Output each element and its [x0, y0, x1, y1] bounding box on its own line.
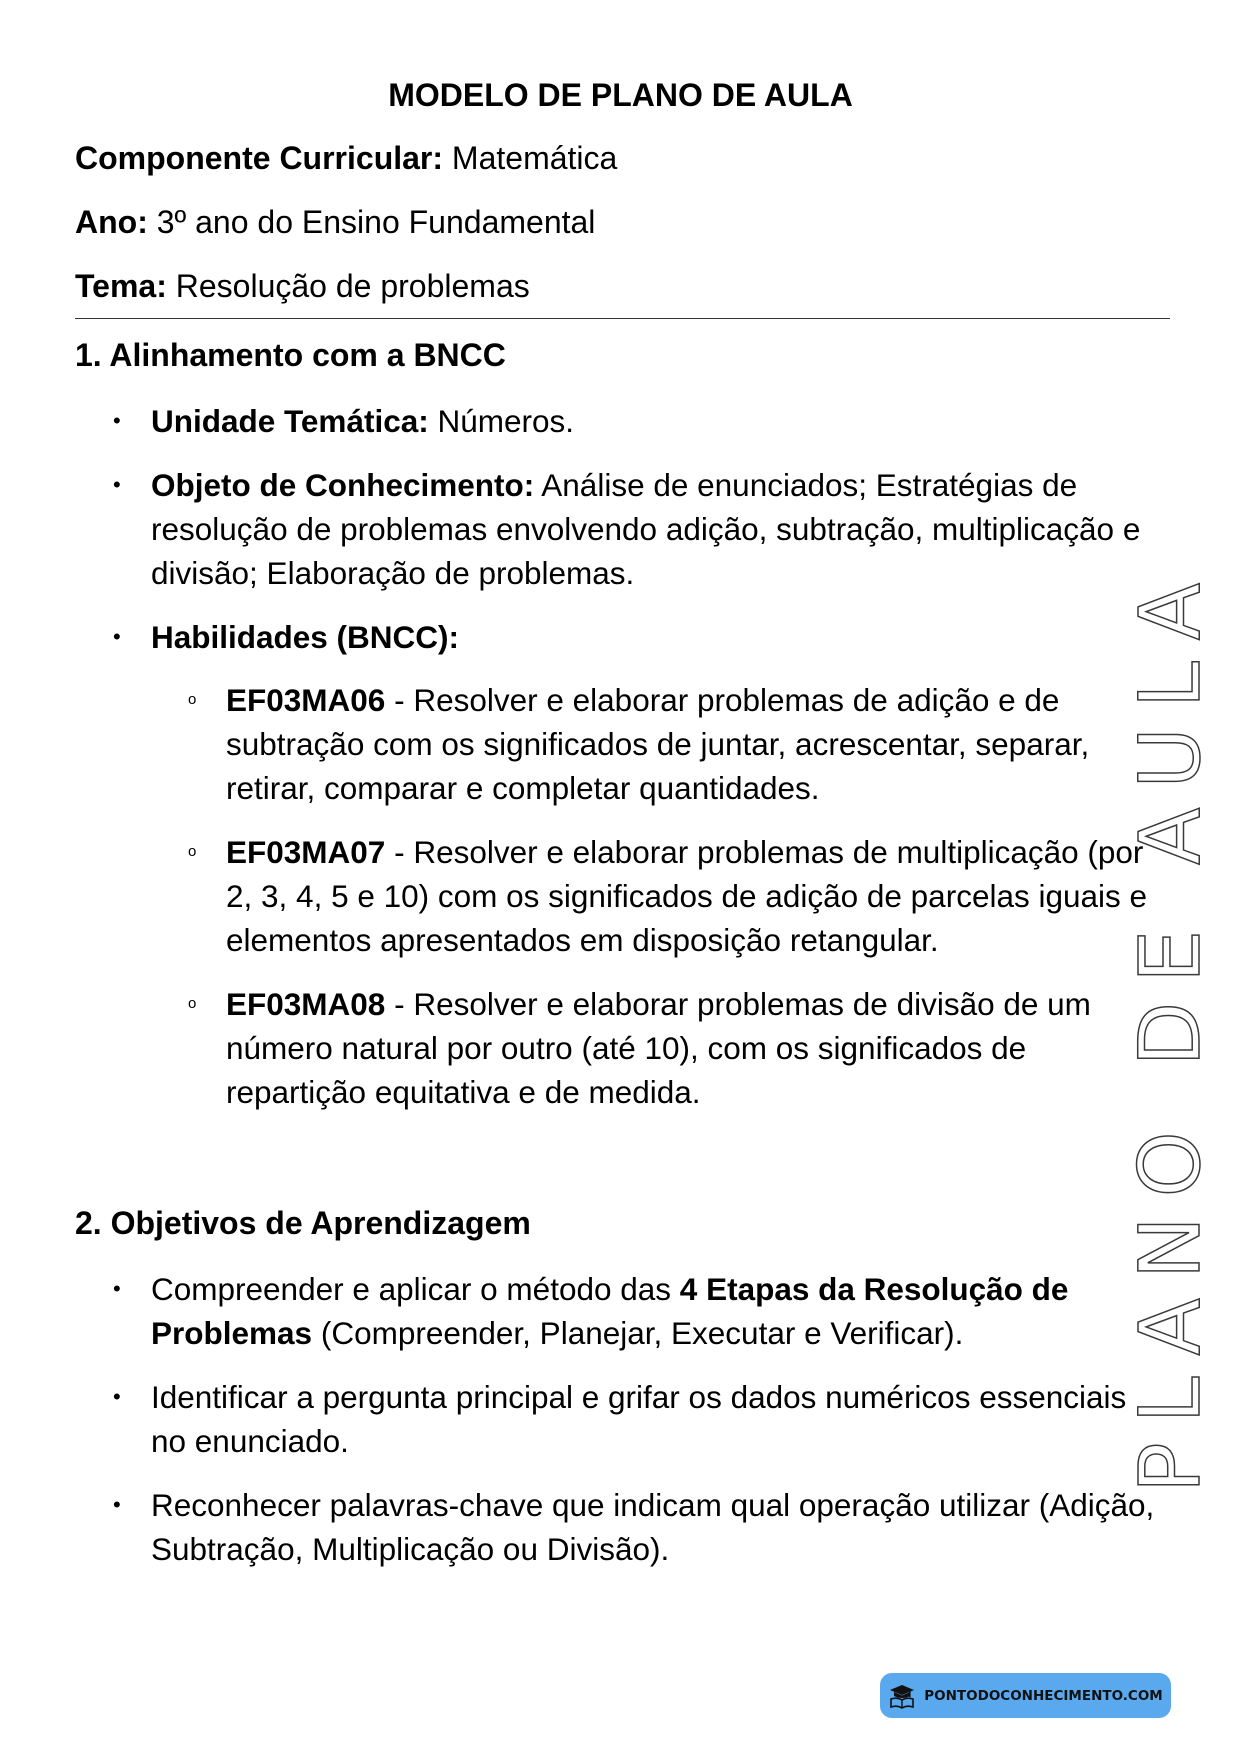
ano-value: 3º ano do Ensino Fundamental [147, 204, 596, 240]
site-badge[interactable] [880, 1673, 1171, 1718]
skill-item [226, 830, 1166, 962]
objective-1-bold: 4 Etapas da Resolução de Problemas [151, 1271, 1069, 1351]
sub-bullet-icon: o [188, 843, 197, 860]
bullet-icon: • [113, 1276, 121, 1301]
meta-componente [75, 138, 617, 178]
bullet-icon: • [113, 472, 121, 497]
section-1-title: 1. Alinhamento com a BNCC [75, 337, 506, 373]
list-item-habilidades [151, 615, 1161, 659]
unidade-value: Números. [428, 403, 575, 439]
tema-label: Tema: [75, 268, 167, 304]
tema-value: Resolução de problemas [166, 268, 530, 304]
skill-item [226, 678, 1166, 810]
watermark-text: PLANO DE AULA [1121, 563, 1219, 1493]
objective-item: Reconhecer palavras-chave que indicam qual operação utilizar (Adição, Subtração, Multiplicação ou Divisão). [151, 1487, 1155, 1567]
objective-item [151, 1267, 1161, 1355]
ano-label: Ano: [75, 204, 148, 240]
skill-item [226, 982, 1166, 1114]
graduation-cap-book-icon [888, 1682, 916, 1710]
skill-code: EF03MA07 [226, 834, 386, 870]
componente-value: Matemática [443, 140, 618, 176]
objective-1-pre: Compreender e aplicar o método das [151, 1271, 680, 1307]
componente-label: Componente Curricular: [75, 140, 444, 176]
list-item-objeto [151, 463, 1161, 595]
habilidades-label: Habilidades (BNCC): [151, 619, 460, 655]
sub-bullet-icon: o [188, 691, 197, 708]
bullet-icon: • [113, 1492, 121, 1517]
objeto-value: Análise de enunciados; Estratégias de resolução de problemas envolvendo adição, subtração, multiplicação e divisão; Elaboração de problemas. [151, 467, 1141, 591]
section-2-title: 2. Objetivos de Aprendizagem [75, 1205, 531, 1241]
objective-item: Identificar a pergunta principal e grifar os dados numéricos essenciais no enunciado. [151, 1379, 1127, 1459]
objective-1-post: (Compreender, Planejar, Executar e Verificar). [312, 1315, 964, 1351]
skill-text: - Resolver e elaborar problemas de multiplicação (por 2, 3, 4, 5 e 10) com os significados de adição de parcelas iguais e elementos apresentados em disposição retangular. [226, 834, 1148, 958]
bullet-icon: • [113, 1384, 121, 1409]
list-item-unidade [151, 399, 1161, 443]
bullet-icon: • [113, 408, 121, 433]
skill-code: EF03MA08 [226, 986, 386, 1022]
bullet-icon: • [113, 624, 121, 649]
meta-ano [75, 202, 595, 242]
skill-text: - Resolver e elaborar problemas de divisão de um número natural por outro (até 10), com os significados de repartição equitativa e de medida. [226, 986, 1091, 1110]
skill-text: - Resolver e elaborar problemas de adição e de subtração com os significados de juntar, acrescentar, separar, retirar, comparar e completar quantidades. [226, 682, 1090, 806]
header-divider [75, 318, 1170, 319]
unidade-label: Unidade Temática: [151, 403, 429, 439]
meta-tema [75, 266, 530, 306]
site-url-label: PONTODOCONHECIMENTO.COM [924, 1687, 1163, 1704]
objeto-label: Objeto de Conhecimento: [151, 467, 535, 503]
sub-bullet-icon: o [188, 995, 197, 1012]
skill-code: EF03MA06 [226, 682, 386, 718]
page-title: MODELO DE PLANO DE AULA [388, 77, 853, 113]
